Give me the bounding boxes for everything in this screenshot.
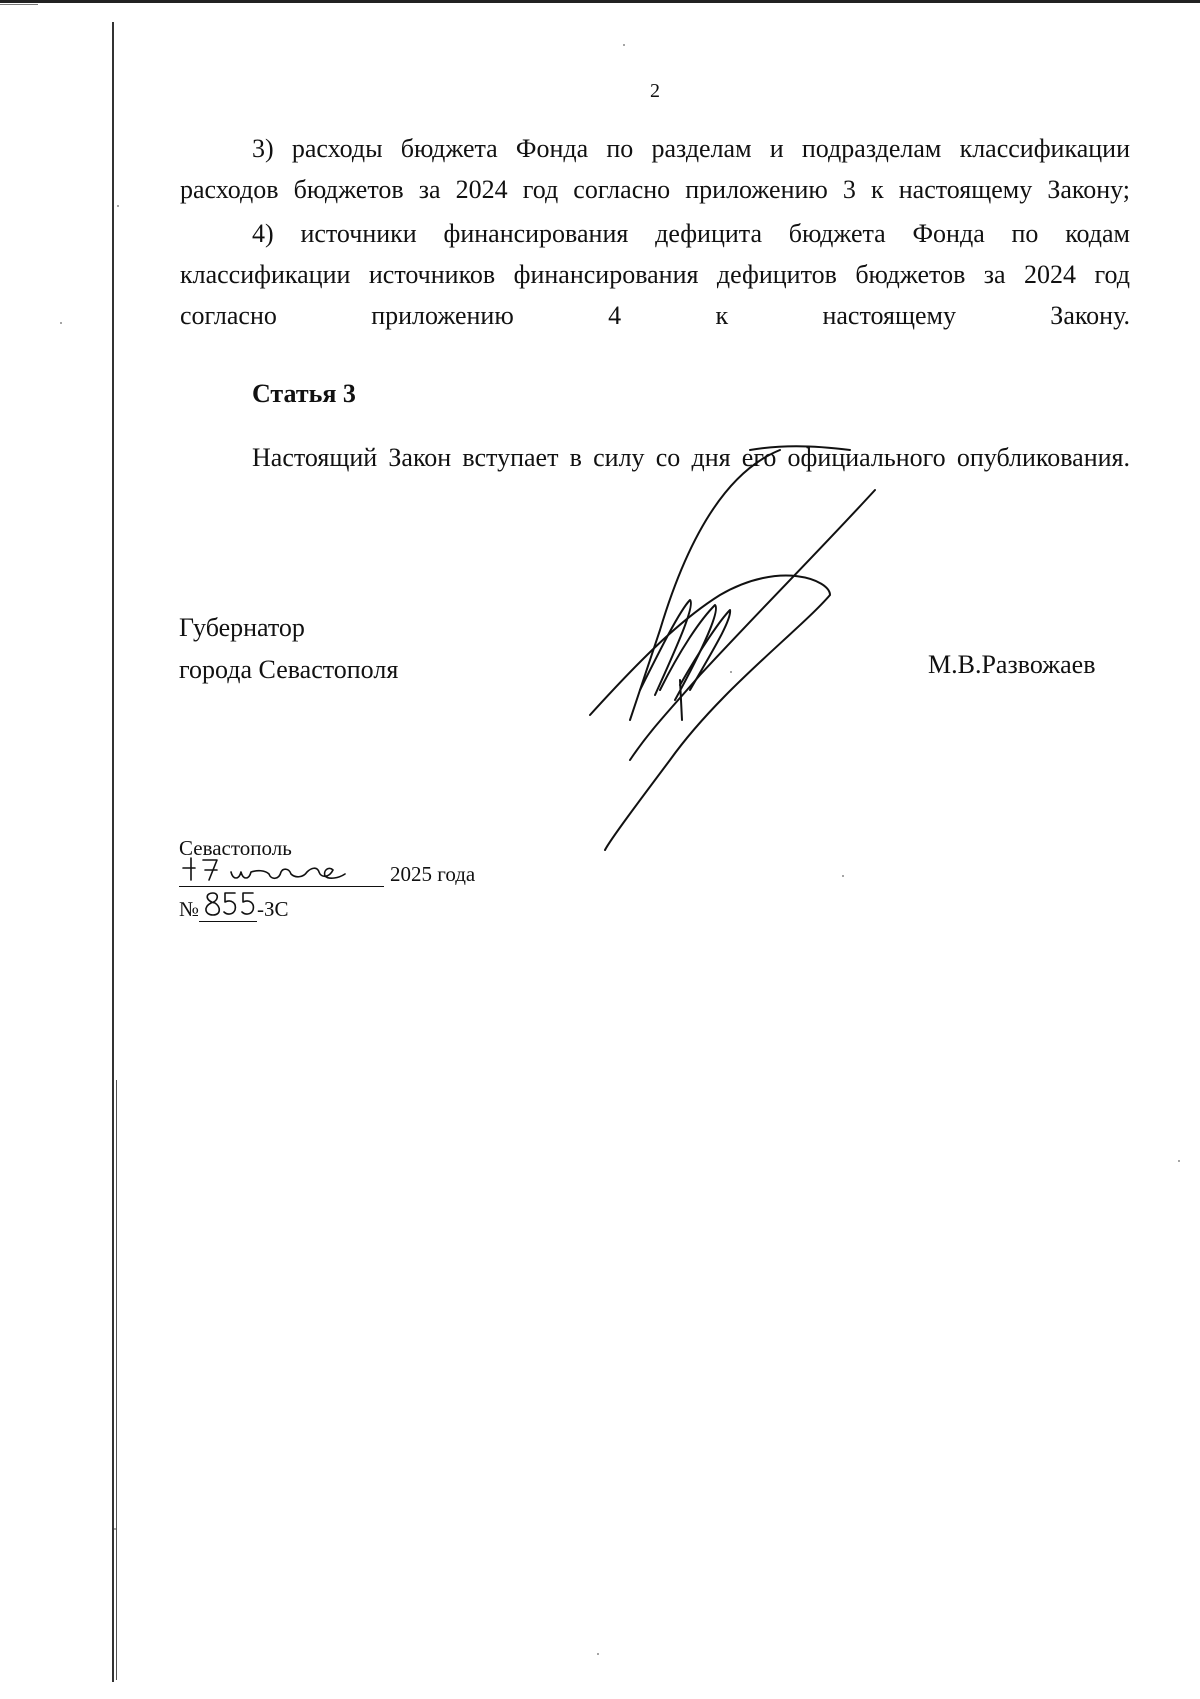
handwritten-digit-5b (242, 893, 253, 914)
handwritten-law-number (201, 889, 257, 921)
handwritten-date (179, 852, 359, 886)
signature-stroke-1 (630, 450, 780, 720)
signer-name: М.В.Развожаев (928, 650, 1096, 679)
signature-stroke-7 (750, 446, 850, 450)
date-year-text: 2025 года (390, 862, 476, 886)
number-suffix: -ЗС (257, 897, 289, 921)
law-number-line (179, 897, 289, 931)
scan-speck (60, 322, 62, 324)
article-heading: Статья 3 (252, 379, 356, 408)
scan-top-edge (0, 0, 1200, 3)
article-text: Настоящий Закон вступает в силу со дня его официального опубликования. (252, 443, 1130, 472)
scan-speck (842, 875, 844, 877)
scan-speck (730, 671, 732, 673)
scan-corner-mark (0, 4, 38, 5)
date-blank (179, 860, 384, 887)
paragraph-item-4: 4) источники финансирования дефицита бюджета Фонда по кодам классификации источников финансирования дефицитов бюджетов за 2024 год согласно приложению 4 к настоящему Закону. (180, 219, 1130, 330)
handwritten-digit-8 (206, 893, 219, 915)
paragraph-item-3: 3) расходы бюджета Фонда по разделам и подразделам классификации расходов бюджетов за 2024 год согласно приложению 3 к настоящему Закону; (180, 134, 1130, 204)
signature-stroke-2 (630, 490, 875, 760)
scan-speck (117, 205, 119, 207)
scan-speck (114, 1528, 116, 1530)
scan-left-edge-lower (116, 1080, 117, 1680)
scan-speck (623, 44, 625, 46)
signer-position (179, 607, 398, 691)
handwritten-date-digit-1 (183, 858, 195, 880)
signer-position-line-1: Губернатор (179, 613, 305, 642)
signing-city: Севастополь (179, 836, 292, 860)
handwritten-digit-5a (224, 893, 235, 914)
scan-speck (597, 1653, 599, 1655)
handwritten-date-month (231, 868, 345, 878)
handwritten-date-digit-7 (203, 860, 217, 880)
signer-position-line-2: города Севастополя (179, 655, 399, 684)
scan-left-edge (112, 22, 114, 1682)
signature-stroke-3 (590, 576, 830, 850)
handwritten-signature (580, 430, 880, 870)
scan-speck (1178, 1160, 1180, 1162)
number-blank (199, 897, 257, 922)
page-number: 2 (650, 80, 660, 102)
number-sign: № (179, 897, 200, 921)
